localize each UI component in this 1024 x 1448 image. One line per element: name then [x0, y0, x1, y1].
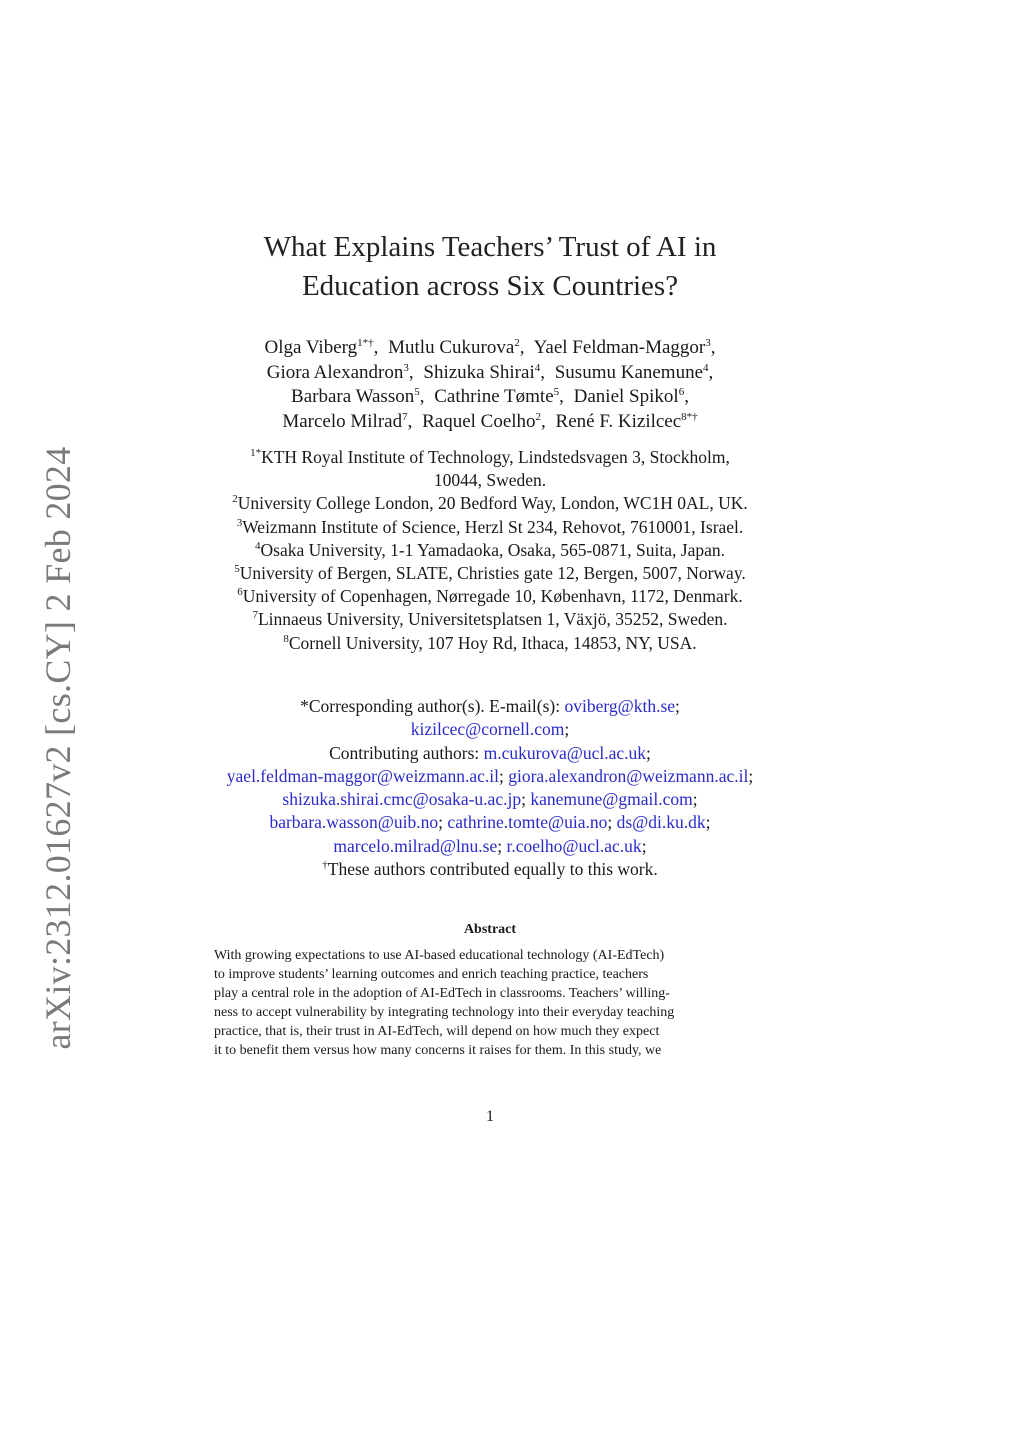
email-link[interactable]: kanemune@gmail.com — [530, 789, 693, 810]
author-affil-mark: 6 — [678, 386, 685, 398]
affiliation-text: KTH Royal Institute of Technology, Lindstedsvagen 3, Stockholm, — [261, 447, 730, 467]
title-line: Education across Six Countries? — [301, 270, 679, 302]
abstract-line: ness to accept vulnerability by integrating technology into their everyday teaching — [214, 1005, 675, 1020]
contributing-line: Contributing authors: m.cukurova@ucl.ac.uk; — [329, 742, 651, 763]
email-link[interactable]: r.coelho@ucl.ac.uk — [506, 835, 642, 856]
affiliation-text: Weizmann Institute of Science, Herzl St 234, Rehovot, 7610001, Israel. — [242, 516, 744, 537]
affiliation — [150, 469, 830, 492]
affiliation — [150, 516, 830, 539]
author-name: René F. Kizilcec — [555, 410, 682, 432]
corresponding-label: *Corresponding author(s). E-mail(s): — [300, 696, 561, 716]
affiliation-mark: 6 — [237, 586, 243, 599]
affiliation-text: University of Copenhagen, Nørregade 10, København, 1172, Denmark. — [242, 586, 743, 607]
affiliation-mark: 1* — [250, 447, 262, 459]
email-link[interactable]: yael.feldman-maggor@weizmann.ac.il — [226, 765, 499, 786]
author-line: Giora Alexandron$^3$, Shizuka Shirai$^4$, Susumu Kanemune$^4$, — [266, 361, 714, 383]
affiliation-mark: 4 — [255, 539, 261, 552]
affiliation — [150, 632, 830, 655]
arxiv-identifier: arXiv:2312.01627v2 [cs.CY] 2 Feb 2024 — [38, 446, 78, 1050]
author-name: Raquel Coelho — [422, 410, 536, 432]
affiliation-text: 10044, Sweden. — [433, 470, 547, 491]
affiliation-list — [150, 446, 830, 655]
contributing-line: yael.feldman-maggor@weizmann.ac.il; giora.alexandron@weizmann.ac.il; — [226, 765, 754, 786]
affiliation-mark: 8 — [283, 632, 289, 645]
abstract-line: it to benefit them versus how many concerns it raises for them. In this study, we — [214, 1043, 662, 1058]
author-affil-mark: 4 — [703, 361, 709, 374]
affiliation — [150, 539, 830, 562]
email-link[interactable]: barbara.wasson@uib.no — [269, 812, 439, 833]
paper-title — [150, 228, 830, 306]
contributing-label: Contributing authors: — [329, 742, 480, 763]
correspondence-block — [150, 695, 830, 881]
author-name: Olga Viberg — [264, 337, 358, 358]
author-affil-mark: 5 — [414, 386, 420, 398]
affiliation-text: University College London, 20 Bedford Way, London, WC1H 0AL, UK. — [237, 493, 748, 514]
affiliation-text: Osaka University, 1-1 Yamadaoka, Osaka, 565-0871, Suita, Japan. — [260, 539, 725, 560]
author-affil-mark: 2 — [535, 410, 542, 423]
page-number: 1 — [486, 1108, 494, 1125]
author-affil-mark: 5 — [553, 386, 560, 398]
contributing-line: shizuka.shirai.cmc@osaka-u.ac.jp; kanemune@gmail.com; — [282, 789, 698, 810]
corresponding-line: *Corresponding author(s). E-mail(s): oviberg@kth.se; — [300, 696, 680, 716]
email-link[interactable]: m.cukurova@ucl.ac.uk — [483, 742, 647, 763]
author-name: Mutlu Cukurova — [388, 337, 515, 358]
corresponding-line: kizilcec@cornell.com; — [410, 719, 570, 740]
author-affil-mark: 4 — [534, 361, 541, 374]
affiliation — [150, 608, 830, 631]
abstract-body — [214, 946, 769, 1060]
email-link[interactable]: shizuka.shirai.cmc@osaka-u.ac.jp — [282, 789, 522, 810]
title-line: What Explains Teachers’ Trust of AI in — [263, 231, 717, 263]
email-link[interactable]: cathrine.tomte@uia.no — [447, 812, 608, 833]
affiliation-mark: 7 — [252, 609, 258, 622]
email-link[interactable]: oviberg@kth.se — [564, 696, 676, 716]
affiliation — [150, 446, 830, 469]
contributing-line: marcelo.milrad@lnu.se; r.coelho@ucl.ac.uk; — [333, 835, 647, 856]
dagger-mark: † — [322, 859, 328, 872]
author-affil-mark: 3 — [403, 361, 409, 374]
affiliation — [150, 492, 830, 515]
author-list — [150, 336, 830, 434]
abstract-line: practice, that is, their trust in AI-EdTech, will depend on how much they expect — [214, 1024, 660, 1039]
affiliation — [150, 562, 830, 585]
author-name: Shizuka Shirai — [423, 361, 535, 383]
equal-contribution-note — [150, 858, 830, 881]
author-affil-mark: 3 — [705, 337, 711, 349]
author-name: Daniel Spikol — [573, 386, 679, 407]
author-affil-mark: 1*† — [357, 337, 374, 349]
email-link[interactable]: kizilcec@cornell.com — [410, 719, 565, 740]
author-name: Cathrine Tømte — [434, 386, 554, 407]
affiliation-text: University of Bergen, SLATE, Christies gate 12, Bergen, 5007, Norway. — [239, 563, 746, 584]
email-link[interactable]: marcelo.milrad@lnu.se — [333, 835, 498, 856]
equal-contribution-text: These authors contributed equally to this work. — [327, 859, 658, 880]
affiliation-text: Cornell University, 107 Hoy Rd, Ithaca, 14853, NY, USA. — [288, 632, 697, 653]
affiliation-mark: 3 — [236, 516, 243, 529]
email-link[interactable]: giora.alexandron@weizmann.ac.il — [508, 765, 749, 786]
affiliation-mark: 2 — [232, 493, 238, 506]
email-link[interactable]: ds@di.ku.dk — [616, 812, 706, 833]
abstract-line: to improve students’ learning outcomes and enrich teaching practice, teachers — [214, 967, 649, 982]
author-line: Marcelo Milrad$^7$, Raquel Coelho$^2$, René F. Kizilcec$^{8*\dagger}$ — [282, 410, 698, 432]
author-name: Giora Alexandron — [266, 361, 404, 383]
affiliation-text: Linnaeus University, Universitetsplatsen 1, Växjö, 35252, Sweden. — [257, 609, 728, 630]
author-affil-mark: 2 — [514, 337, 520, 349]
author-name: Yael Feldman-Maggor — [533, 337, 706, 358]
author-name: Susumu Kanemune — [554, 361, 704, 383]
abstract-heading: Abstract — [463, 922, 517, 937]
author-line: Barbara Wasson$^5$, Cathrine Tømte$^5$, Daniel Spikol$^6$, — [291, 386, 689, 407]
abstract-line: With growing expectations to use AI-based educational technology (AI-EdTech) — [214, 948, 665, 963]
abstract-line: play a central role in the adoption of AI-EdTech in classrooms. Teachers’ willing- — [214, 986, 670, 1001]
affiliation-mark: 5 — [234, 563, 240, 576]
author-affil-mark: 7 — [402, 410, 408, 423]
author-name: Barbara Wasson — [291, 386, 415, 407]
contributing-line: barbara.wasson@uib.no; cathrine.tomte@uia.no; ds@di.ku.dk; — [269, 812, 711, 833]
author-name: Marcelo Milrad — [282, 410, 403, 432]
author-affil-mark: 8*† — [681, 410, 698, 423]
affiliation — [150, 585, 830, 608]
author-line: Olga Viberg$^{1*\dagger}$, Mutlu Cukurova$^2$, Yael Feldman-Maggor$^3$, — [264, 337, 716, 358]
